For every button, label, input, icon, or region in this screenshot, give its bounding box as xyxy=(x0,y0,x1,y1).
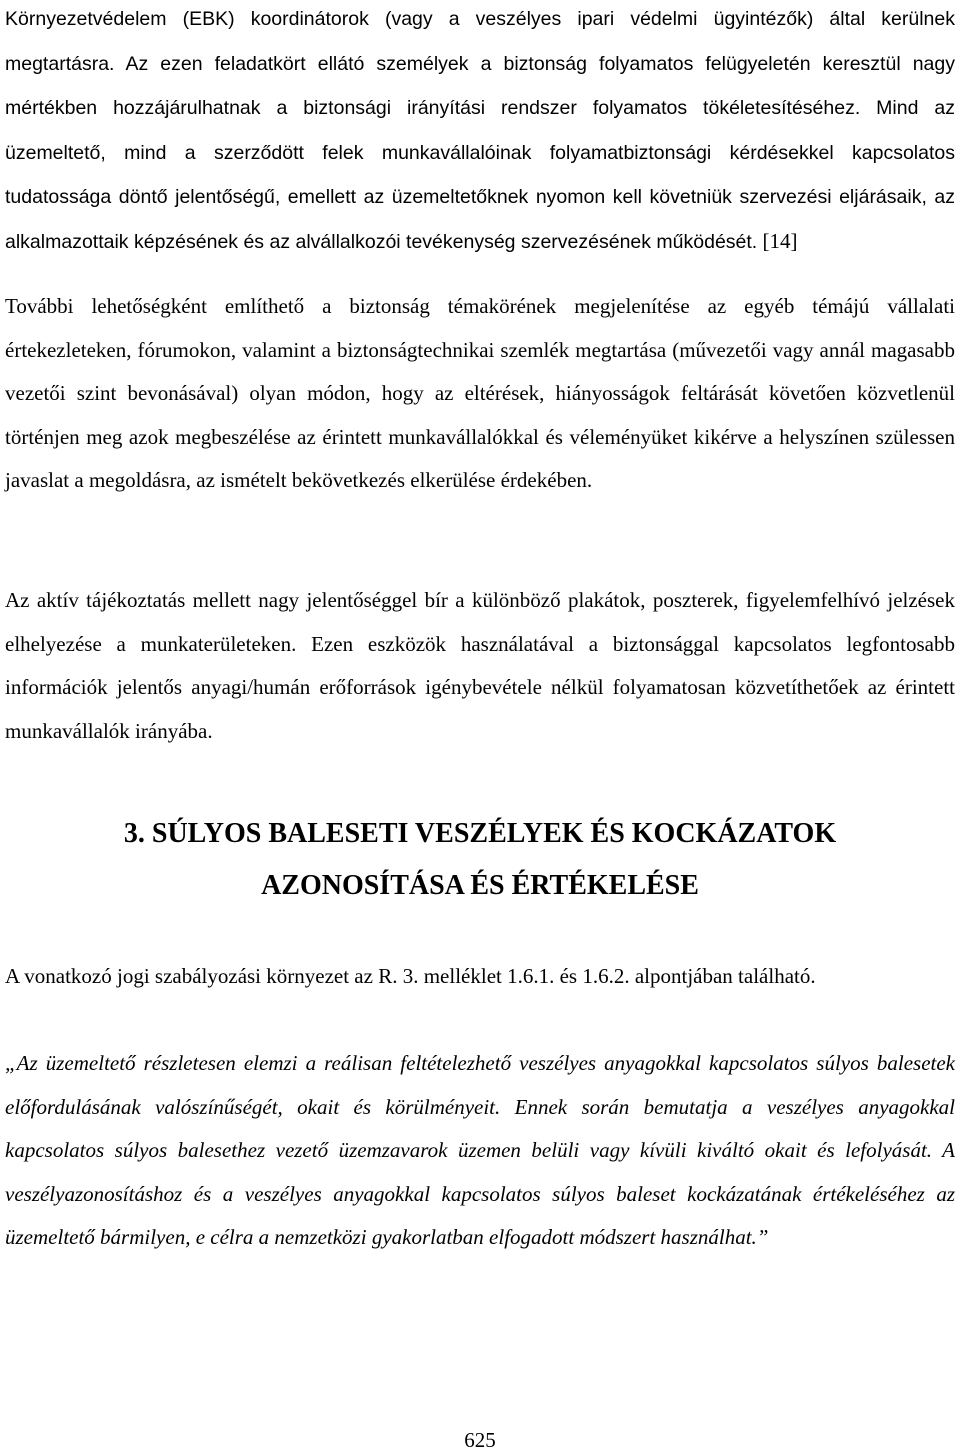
paragraph-ebk-coordinators-text: Környezetvédelem (EBK) koordinátorok (vagy a veszélyes ipari védelmi ügyintézők) által kerülnek megtartásra. Az ezen feladatkört ellátó személyek a biztonság folyamatos felügyeletén keresztül nagy mértékben hozzájárulhatnak a biztonsági irányítási rendszer folyamatos tökéletesítéséhez. Mind az üzemeltető, mind a szerződött felek munkavállalóinak folyamatbiztonsági kérdésekkel kapcsolatos tudatossága döntő jelentőségű, emellett az üzemeltetőknek nyomon kell követniük szervezési eljárásaik, az alkalmazottaik képzésének és az alvállalkozói tevékenység szervezésének működését. xyxy=(5,8,955,253)
section-heading xyxy=(5,808,955,912)
legal-quote: „Az üzemeltető részletesen elemzi a reálisan feltételezhető veszélyes anyagokkal kapcsolatos súlyos balesetek előfordulásának valószínűségét, okait és körülményeit. Ennek során bemutatja a veszélyes anyagokkal kapcsolatos súlyos balesethez vezető üzemzavarok üzemen belüli vagy kívüli kiváltó okait és lefolyását. A veszélyazonosításhoz és a veszélyes anyagokkal kapcsolatos súlyos baleset kockázatának értékeléséhez az üzemeltető bármilyen, e célra a nemzetközi gyakorlatban elfogadott módszert használhat.” xyxy=(5,1051,955,1249)
paragraph-ebk-coordinators xyxy=(5,0,955,264)
citation-reference: [14] xyxy=(757,228,798,253)
page-number: 625 xyxy=(464,1428,496,1452)
paragraph-further-options: További lehetőségként említhető a biztonság témakörének megjelenítése az egyéb témájú vállalati értekezleteken, fórumokon, valamint a biztonságtechnikai szemlék megtartása (művezetői vagy annál magasabb vezetői szint bevonásával) olyan módon, hogy az eltérések, hiányosságok feltárását követően közvetlenül történjen meg azok megbeszélése az érintett munkavállalókkal és véleményüket kikérve a helyszínen szülessen javaslat a megoldásra, az ismételt bekövetkezés elkerülése érdekében. xyxy=(5,294,955,492)
section-heading-line-2: AZONOSÍTÁSA ÉS ÉRTÉKELÉSE xyxy=(261,870,699,901)
paragraph-legal-environment: A vonatkozó jogi szabályozási környezet az R. 3. melléklet 1.6.1. és 1.6.2. alpontjában található. xyxy=(5,964,816,988)
paragraph-active-information: Az aktív tájékoztatás mellett nagy jelentőséggel bír a különböző plakátok, poszterek, figyelemfelhívó jelzések elhelyezése a munkaterületeken. Ezen eszközök használatával a biztonsággal kapcsolatos legfontosabb információk jelentős anyagi/humán erőforrások igénybevétele nélkül folyamatosan közvetíthetőek az érintett munkavállalók irányába. xyxy=(5,588,955,743)
section-heading-line-1: 3. SÚLYOS BALESETI VESZÉLYEK ÉS KOCKÁZATOK xyxy=(123,818,837,849)
